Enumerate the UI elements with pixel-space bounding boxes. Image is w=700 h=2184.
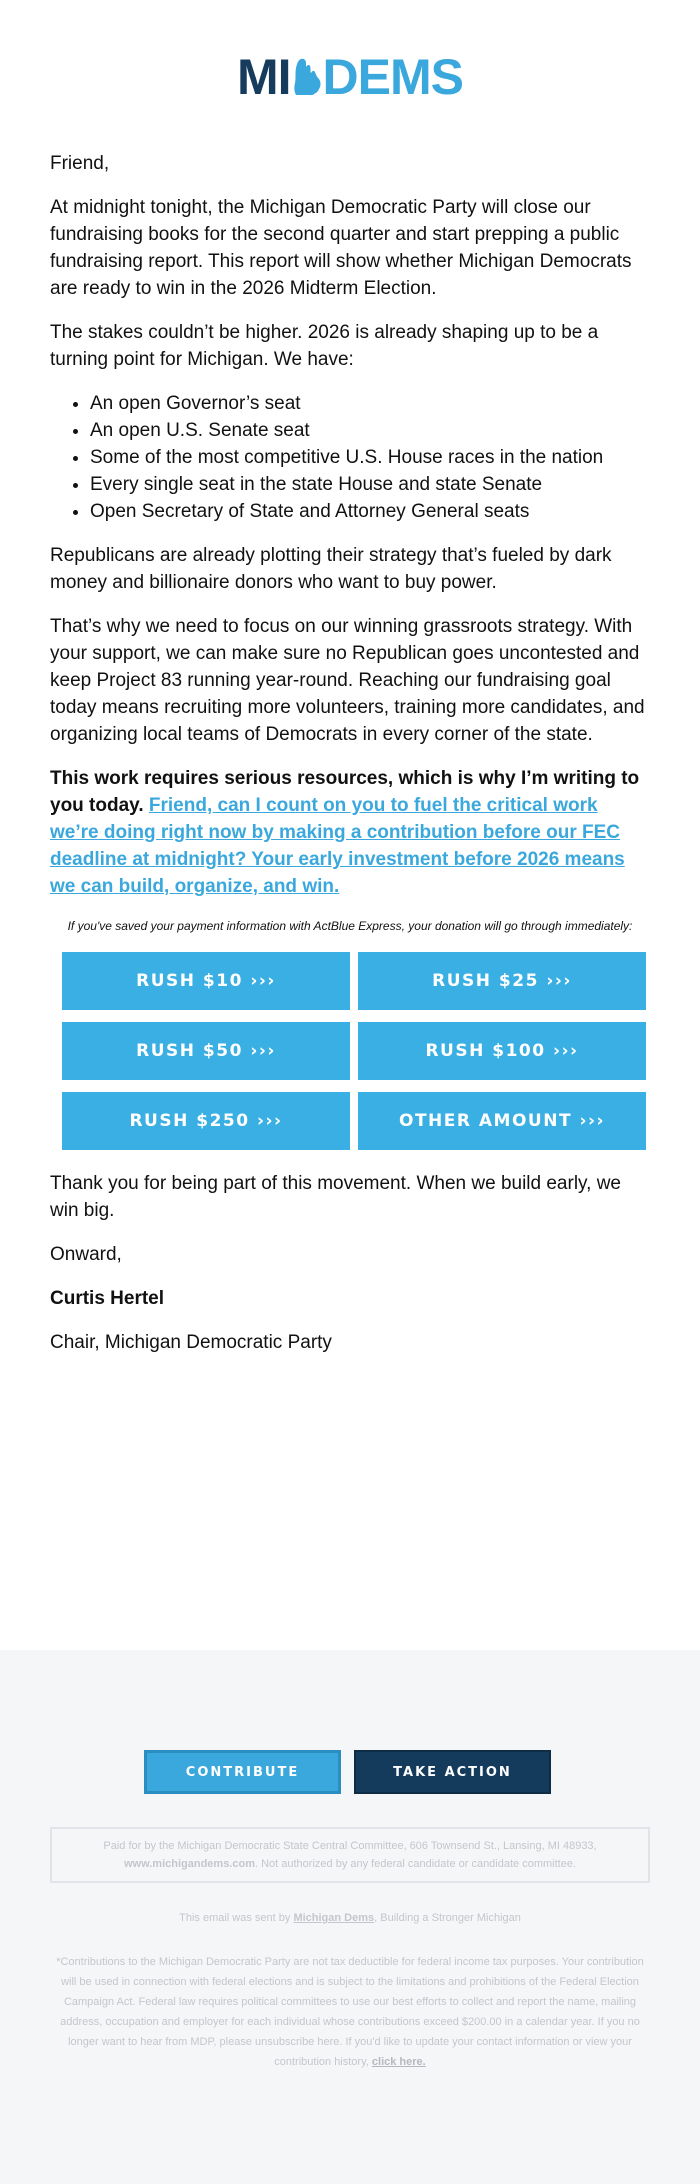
other-amount-button[interactable]: OTHER AMOUNT ››› xyxy=(358,1092,646,1150)
rush-100-button[interactable]: RUSH $100 ››› xyxy=(358,1022,646,1080)
footer-buttons xyxy=(144,1750,551,1794)
paid-for-tail: . Not authorized by any federal candidate or candidate committee. xyxy=(254,1858,577,1870)
logo-dems-text: DEMS xyxy=(322,49,463,105)
paid-for-disclaimer xyxy=(50,1827,650,1883)
list-item: • Some of the most competitive U.S. House races in the nation xyxy=(90,444,650,471)
rush-25-button[interactable]: RUSH $25 ››› xyxy=(358,952,646,1010)
website-link[interactable]: www.michigandems.com xyxy=(123,1858,255,1870)
signoff: Onward, xyxy=(50,1244,122,1265)
list-item: • An open U.S. Senate seat xyxy=(90,417,650,444)
take-action-button[interactable]: TAKE ACTION xyxy=(354,1750,551,1794)
greeting: Friend, xyxy=(50,153,110,174)
list-item: • Every single seat in the state House and state Senate xyxy=(90,471,650,498)
contribute-ask-link[interactable]: Friend, can I count on you to fuel the critical work we’re doing right now by making a contribution before our FEC deadline at midnight? Your early investment before 2026 means we can build, organize, and win. xyxy=(50,795,625,897)
paragraph-ask xyxy=(50,765,650,900)
open-seats-list xyxy=(50,390,650,525)
rush-250-button[interactable]: RUSH $250 ››› xyxy=(62,1092,350,1150)
click-here-link[interactable]: click here. xyxy=(371,2056,426,2068)
message-body xyxy=(0,150,700,1356)
paragraph-grassroots: That’s why we need to focus on our winning grassroots strategy. With your support, we can make sure no Republican goes uncontested and keep Project 83 running year-round. Reaching our fundraising goal today means recruiting more volunteers, training more candidates, and organizing local teams of Democrats in every corner of the state. xyxy=(50,616,645,745)
sent-by-suffix: , Building a Stronger Michigan xyxy=(374,1912,521,1924)
paid-for-line: Paid for by the Michigan Democratic State Central Committee, 606 Townsend St., Lansing, MI 48933, xyxy=(103,1840,597,1852)
list-item: • Open Secretary of State and Attorney General seats xyxy=(90,498,650,525)
donation-button-grid xyxy=(62,952,650,1150)
signature-title: Chair, Michigan Democratic Party xyxy=(50,1332,332,1353)
michigan-dems-link[interactable]: Michigan Dems xyxy=(293,1912,375,1924)
paragraph-deadline: At midnight tonight, the Michigan Democratic Party will close our fundraising books for the second quarter and start prepping a public fundraising report. This report will show whether Michigan Democrats are ready to win in the 2026 Midterm Election. xyxy=(50,197,632,299)
actblue-express-note: If you've saved your payment information with ActBlue Express, your donation will go through immediately: xyxy=(67,919,633,933)
contribute-button[interactable]: CONTRIBUTE xyxy=(144,1750,341,1794)
paragraph-stakes: The stakes couldn’t be higher. 2026 is already shaping up to be a turning point for Michigan. We have: xyxy=(50,322,599,370)
michigan-mitten-icon xyxy=(292,58,322,96)
legal-disclaimer xyxy=(54,1952,646,2072)
mi-dems-logo[interactable] xyxy=(236,49,463,105)
logo-mi-text: MI xyxy=(236,49,291,105)
sent-by-prefix: This email was sent by xyxy=(179,1912,291,1924)
signature-name: Curtis Hertel xyxy=(50,1288,165,1309)
paragraph-closing: Thank you for being part of this movement. When we build early, we win big. xyxy=(50,1173,621,1221)
header xyxy=(0,0,700,150)
sent-by-line xyxy=(0,1912,700,1924)
ask-bold-text: This work requires serious resources, which is why I’m writing to you today. xyxy=(50,768,640,816)
rush-10-button[interactable]: RUSH $10 ››› xyxy=(62,952,350,1010)
paragraph-republicans: Republicans are already plotting their strategy that’s fueled by dark money and billionaire donors who want to buy power. xyxy=(50,545,612,593)
footer xyxy=(0,1650,700,2184)
rush-50-button[interactable]: RUSH $50 ››› xyxy=(62,1022,350,1080)
paid-for-text xyxy=(92,1837,608,1873)
disclaimer-text: *Contributions to the Michigan Democratic Party are not tax deductible for federal income tax purposes. Your contribution will be used in connection with federal elections and is subject to the limitations and prohibitions of the Federal Election Campaign Act. Federal law requires political committees to use our best efforts to collect and report the name, mailing address, occupation and employer for each individual whose contributions exceed $200.00 in a calendar year. If you no longer want to hear from MDP, please unsubscribe here. If you'd like to update your contact information or view your contribution history, xyxy=(56,1956,644,2068)
list-item: • An open Governor’s seat xyxy=(90,390,650,417)
